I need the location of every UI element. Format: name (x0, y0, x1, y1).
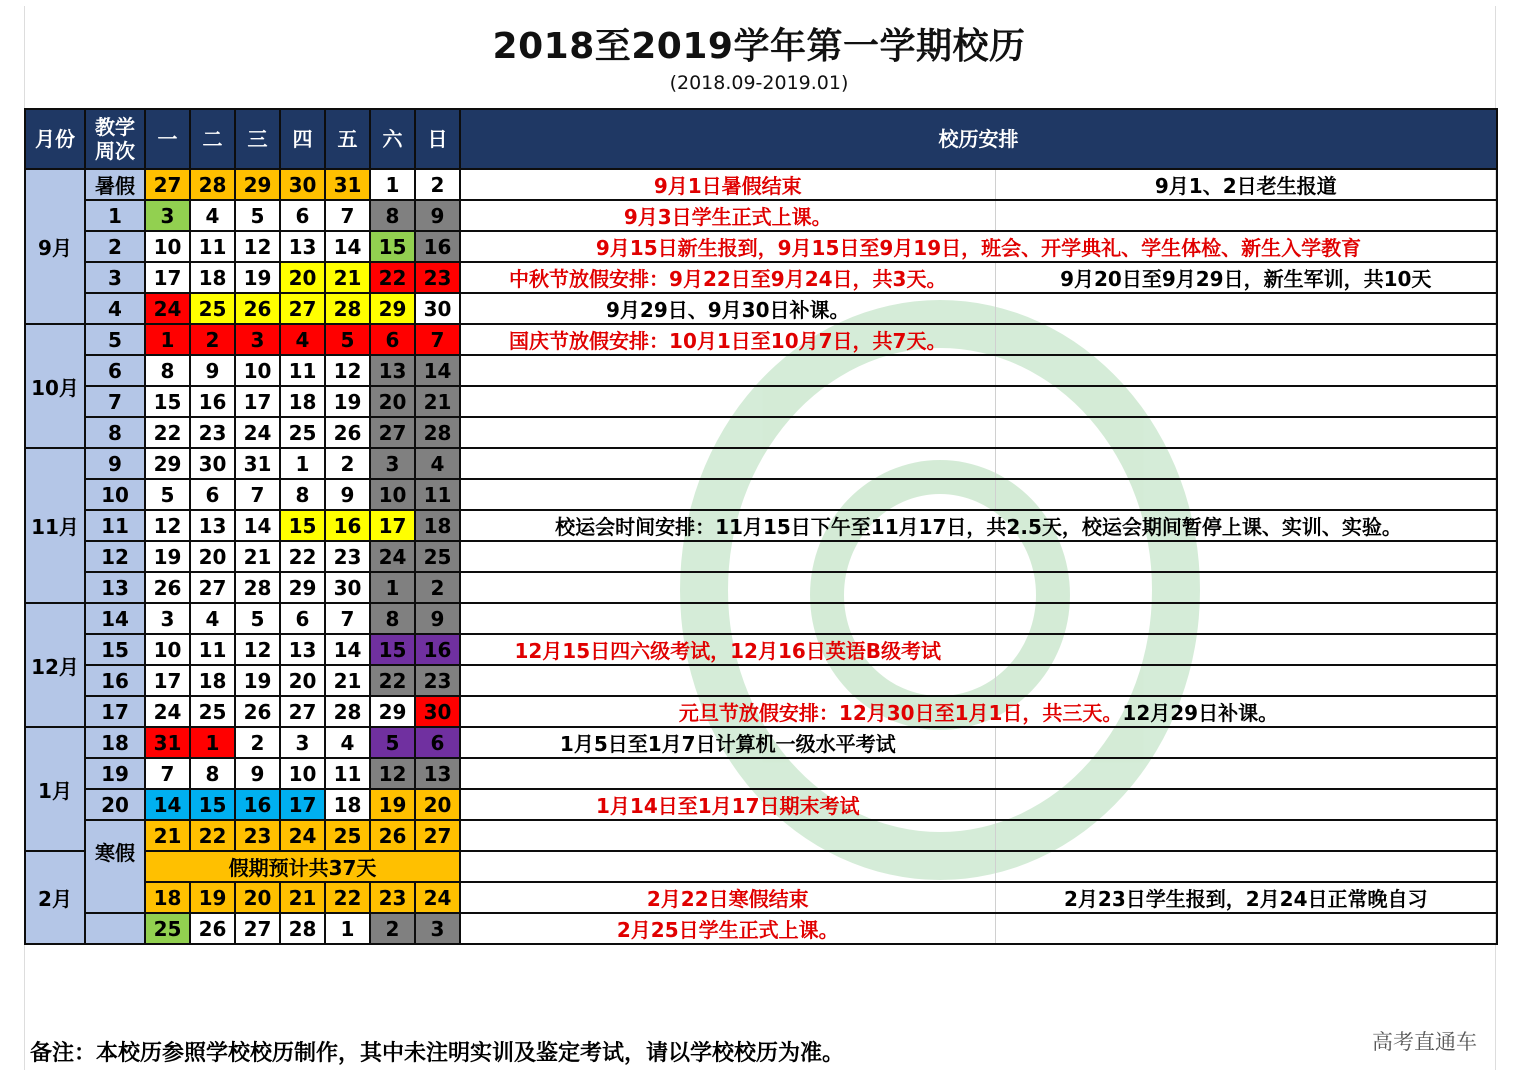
header-week-line2: 周次 (95, 139, 135, 163)
day-cell-sat: 27 (370, 417, 415, 448)
schedule-note-secondary (995, 634, 1497, 665)
day-cell-sat: 13 (370, 355, 415, 386)
calendar-row (25, 231, 1497, 262)
day-cell-sun: 21 (415, 386, 460, 417)
day-cell-mon: 25 (145, 913, 190, 944)
day-cell-tue: 8 (190, 758, 235, 789)
day-cell-sat: 12 (370, 758, 415, 789)
day-cell-thu: 8 (280, 479, 325, 510)
day-cell-mon: 21 (145, 820, 190, 851)
day-cell-sat: 5 (370, 727, 415, 758)
schedule-note: 2月25日学生正式上课。 (460, 913, 995, 944)
day-cell-sat: 19 (370, 789, 415, 820)
day-cell-thu: 17 (280, 789, 325, 820)
day-cell-mon: 22 (145, 417, 190, 448)
day-cell-mon: 3 (145, 200, 190, 231)
day-cell-mon: 5 (145, 479, 190, 510)
week-number-cell: 2 (85, 231, 145, 262)
page-subtitle: (2018.09-2019.01) (669, 72, 849, 94)
schedule-note-secondary (995, 913, 1497, 944)
calendar-row (25, 758, 1497, 789)
day-cell-tue: 11 (190, 231, 235, 262)
day-cell-thu: 18 (280, 386, 325, 417)
schedule-note (460, 820, 995, 851)
schedule-note (460, 603, 995, 634)
month-cell: 9月 (25, 169, 85, 324)
day-cell-tue: 28 (190, 169, 235, 200)
week-number-cell: 1 (85, 200, 145, 231)
day-cell-wed: 21 (235, 541, 280, 572)
day-cell-wed: 19 (235, 665, 280, 696)
week-number-cell: 14 (85, 603, 145, 634)
day-cell-fri: 11 (325, 758, 370, 789)
day-cell-sun: 2 (415, 169, 460, 200)
day-cell-fri: 12 (325, 355, 370, 386)
header-day-mon: 一 (145, 109, 190, 169)
schedule-note-secondary (995, 851, 1497, 882)
header-day-tue: 二 (190, 109, 235, 169)
day-cell-thu: 25 (280, 417, 325, 448)
day-cell-thu: 30 (280, 169, 325, 200)
calendar-row (25, 851, 1497, 882)
calendar-row (25, 603, 1497, 634)
day-cell-mon: 12 (145, 510, 190, 541)
day-cell-sat: 1 (370, 572, 415, 603)
week-number-cell: 4 (85, 293, 145, 324)
day-cell-wed: 24 (235, 417, 280, 448)
header-week (85, 109, 145, 169)
header-schedule: 校历安排 (460, 109, 1497, 169)
day-cell-mon: 17 (145, 262, 190, 293)
schedule-note (460, 479, 995, 510)
schedule-note: 1月14日至1月17日期末考试 (460, 789, 995, 820)
day-cell-sun: 30 (415, 293, 460, 324)
day-cell-tue: 20 (190, 541, 235, 572)
day-cell-mon: 26 (145, 572, 190, 603)
day-cell-wed: 9 (235, 758, 280, 789)
calendar-row (25, 727, 1497, 758)
schedule-note-secondary (995, 417, 1497, 448)
calendar-row (25, 417, 1497, 448)
day-cell-thu: 28 (280, 913, 325, 944)
day-cell-fri: 5 (325, 324, 370, 355)
header-day-wed: 三 (235, 109, 280, 169)
day-cell-tue: 13 (190, 510, 235, 541)
day-cell-wed: 12 (235, 634, 280, 665)
day-cell-sun: 27 (415, 820, 460, 851)
day-cell-thu: 22 (280, 541, 325, 572)
day-cell-sat: 29 (370, 696, 415, 727)
day-cell-mon: 10 (145, 231, 190, 262)
header-month: 月份 (25, 109, 85, 169)
calendar-row (25, 572, 1497, 603)
day-cell-fri: 23 (325, 541, 370, 572)
day-cell-sun: 28 (415, 417, 460, 448)
schedule-note-secondary (995, 727, 1497, 758)
week-number-cell: 19 (85, 758, 145, 789)
schedule-note: 1月5日至1月7日计算机一级水平考试 (460, 727, 995, 758)
schedule-note-secondary (995, 541, 1497, 572)
schedule-note-secondary (995, 572, 1497, 603)
day-cell-sat: 24 (370, 541, 415, 572)
day-cell-sun: 11 (415, 479, 460, 510)
day-cell-tue: 18 (190, 262, 235, 293)
day-cell-tue: 25 (190, 293, 235, 324)
week-number-cell: 15 (85, 634, 145, 665)
header-day-sun: 日 (415, 109, 460, 169)
schedule-note-text: 元旦节放假安排：12月30日至1月1日，共三天。 (678, 701, 1123, 725)
calendar-row (25, 696, 1497, 727)
day-cell-thu: 27 (280, 293, 325, 324)
day-cell-sun: 16 (415, 634, 460, 665)
calendar-row (25, 882, 1497, 913)
calendar-row (25, 820, 1497, 851)
schedule-note-secondary (995, 479, 1497, 510)
schedule-note (460, 386, 995, 417)
header-week-line1: 教学 (95, 115, 135, 139)
day-cell-sun: 23 (415, 665, 460, 696)
day-cell-sun: 6 (415, 727, 460, 758)
day-cell-tue: 19 (190, 882, 235, 913)
schedule-note (460, 448, 995, 479)
page-title: 2018至2019学年第一学期校历 (492, 26, 1026, 67)
day-cell-fri: 21 (325, 665, 370, 696)
day-cell-fri: 1 (325, 913, 370, 944)
calendar-row (25, 634, 1497, 665)
day-cell-sat: 6 (370, 324, 415, 355)
day-cell-tue: 1 (190, 727, 235, 758)
schedule-note: 2月22日寒假结束 (460, 882, 995, 913)
day-cell-wed: 17 (235, 386, 280, 417)
schedule-note (460, 355, 995, 386)
day-cell-wed: 31 (235, 448, 280, 479)
day-cell-wed: 19 (235, 262, 280, 293)
day-cell-sun: 3 (415, 913, 460, 944)
day-cell-tue: 25 (190, 696, 235, 727)
winter-vacation-label: 寒假 (85, 820, 145, 913)
day-cell-fri: 14 (325, 231, 370, 262)
day-cell-fri: 7 (325, 603, 370, 634)
week-number-cell: 3 (85, 262, 145, 293)
day-cell-tue: 6 (190, 479, 235, 510)
schedule-note-secondary (995, 355, 1497, 386)
day-cell-wed: 26 (235, 293, 280, 324)
day-cell-wed: 5 (235, 200, 280, 231)
day-cell-fri: 22 (325, 882, 370, 913)
schedule-note-secondary (995, 293, 1497, 324)
header-day-fri: 五 (325, 109, 370, 169)
day-cell-wed: 27 (235, 913, 280, 944)
day-cell-sun: 14 (415, 355, 460, 386)
day-cell-sun: 13 (415, 758, 460, 789)
day-cell-mon: 24 (145, 293, 190, 324)
week-number-cell (85, 913, 145, 944)
week-number-cell: 5 (85, 324, 145, 355)
day-cell-mon: 18 (145, 882, 190, 913)
day-cell-wed: 3 (235, 324, 280, 355)
schedule-note: 9月1日暑假结束 (460, 169, 995, 200)
day-cell-sat: 22 (370, 665, 415, 696)
schedule-note (460, 231, 1497, 262)
day-cell-thu: 24 (280, 820, 325, 851)
schedule-note-secondary (995, 386, 1497, 417)
day-cell-fri: 26 (325, 417, 370, 448)
calendar-row (25, 789, 1497, 820)
day-cell-fri: 18 (325, 789, 370, 820)
day-cell-mon: 3 (145, 603, 190, 634)
day-cell-sat: 26 (370, 820, 415, 851)
day-cell-wed: 20 (235, 882, 280, 913)
schedule-note: 9月29日、9月30日补课。 (460, 293, 995, 324)
day-cell-tue: 30 (190, 448, 235, 479)
schedule-note: 国庆节放假安排：10月1日至10月7日，共7天。 (460, 324, 995, 355)
day-cell-sun: 7 (415, 324, 460, 355)
header-day-sat: 六 (370, 109, 415, 169)
week-number-cell: 暑假 (85, 169, 145, 200)
day-cell-fri: 28 (325, 293, 370, 324)
day-cell-mon: 14 (145, 789, 190, 820)
day-cell-sun: 9 (415, 603, 460, 634)
day-cell-tue: 9 (190, 355, 235, 386)
day-cell-wed: 28 (235, 572, 280, 603)
schedule-note (460, 541, 995, 572)
day-cell-thu: 13 (280, 231, 325, 262)
day-cell-mon: 10 (145, 634, 190, 665)
day-cell-sat: 29 (370, 293, 415, 324)
week-number-cell: 11 (85, 510, 145, 541)
schedule-note-secondary (995, 603, 1497, 634)
day-cell-mon: 29 (145, 448, 190, 479)
schedule-note-secondary (995, 820, 1497, 851)
schedule-note: 中秋节放假安排：9月22日至9月24日，共3天。 (460, 262, 995, 293)
calendar-row (25, 479, 1497, 510)
calendar-row (25, 448, 1497, 479)
month-cell: 11月 (25, 448, 85, 603)
schedule-note-secondary (995, 324, 1497, 355)
day-cell-sat: 3 (370, 448, 415, 479)
day-cell-wed: 16 (235, 789, 280, 820)
day-cell-sat: 8 (370, 200, 415, 231)
day-cell-thu: 6 (280, 200, 325, 231)
day-cell-sat: 20 (370, 386, 415, 417)
calendar-table (24, 108, 1498, 945)
week-number-cell: 8 (85, 417, 145, 448)
week-number-cell: 6 (85, 355, 145, 386)
week-number-cell: 16 (85, 665, 145, 696)
day-cell-mon: 24 (145, 696, 190, 727)
day-cell-thu: 13 (280, 634, 325, 665)
schedule-note (460, 696, 1497, 727)
day-cell-sat: 8 (370, 603, 415, 634)
day-cell-mon: 17 (145, 665, 190, 696)
day-cell-sun: 30 (415, 696, 460, 727)
calendar-row (25, 541, 1497, 572)
day-cell-thu: 20 (280, 665, 325, 696)
day-cell-thu: 10 (280, 758, 325, 789)
calendar-row (25, 262, 1497, 293)
day-cell-mon: 31 (145, 727, 190, 758)
calendar-row (25, 386, 1497, 417)
schedule-note-secondary (995, 200, 1497, 231)
month-cell: 12月 (25, 603, 85, 727)
day-cell-fri: 9 (325, 479, 370, 510)
schedule-note-text: 9月15日新生报到，9月15日至9月19日，班会、开学典礼、学生体检、新生入学教育 (595, 236, 1362, 260)
brand-watermark: 高考直通车 (1372, 1030, 1477, 1054)
day-cell-mon: 1 (145, 324, 190, 355)
day-cell-tue: 18 (190, 665, 235, 696)
day-cell-fri: 31 (325, 169, 370, 200)
week-number-cell: 13 (85, 572, 145, 603)
day-cell-tue: 27 (190, 572, 235, 603)
day-cell-sun: 18 (415, 510, 460, 541)
header-day-thu: 四 (280, 109, 325, 169)
day-cell-fri: 30 (325, 572, 370, 603)
day-cell-mon: 7 (145, 758, 190, 789)
day-cell-thu: 29 (280, 572, 325, 603)
calendar-row (25, 169, 1497, 200)
calendar-header-row (25, 109, 1497, 169)
day-cell-sat: 23 (370, 882, 415, 913)
day-cell-sun: 16 (415, 231, 460, 262)
day-cell-thu: 6 (280, 603, 325, 634)
day-cell-sun: 24 (415, 882, 460, 913)
calendar-row (25, 510, 1497, 541)
schedule-note: 9月3日学生正式上课。 (460, 200, 995, 231)
day-cell-sun: 20 (415, 789, 460, 820)
day-cell-thu: 15 (280, 510, 325, 541)
calendar-row (25, 355, 1497, 386)
day-cell-fri: 4 (325, 727, 370, 758)
calendar-row (25, 913, 1497, 944)
schedule-note-secondary (995, 448, 1497, 479)
calendar-row (25, 324, 1497, 355)
schedule-note-secondary (995, 758, 1497, 789)
schedule-note (460, 510, 1497, 541)
day-cell-fri: 14 (325, 634, 370, 665)
day-cell-sat: 1 (370, 169, 415, 200)
day-cell-tue: 4 (190, 200, 235, 231)
schedule-note-text: 校运会时间安排：11月15日下午至11月17日，共2.5天，校运会期间暂停上课、实训、实验。 (555, 515, 1402, 539)
day-cell-sun: 23 (415, 262, 460, 293)
day-cell-wed: 2 (235, 727, 280, 758)
day-cell-thu: 1 (280, 448, 325, 479)
day-cell-sat: 10 (370, 479, 415, 510)
day-cell-sun: 4 (415, 448, 460, 479)
schedule-note: 12月15日四六级考试，12月16日英语B级考试 (460, 634, 995, 665)
week-number-cell: 9 (85, 448, 145, 479)
footnote: 备注：本校历参照学校校历制作，其中未注明实训及鉴定考试，请以学校校历为准。 (30, 1041, 845, 1066)
day-cell-fri: 2 (325, 448, 370, 479)
day-cell-thu: 4 (280, 324, 325, 355)
day-cell-sat: 22 (370, 262, 415, 293)
day-cell-fri: 19 (325, 386, 370, 417)
calendar-row (25, 293, 1497, 324)
day-cell-tue: 16 (190, 386, 235, 417)
day-cell-fri: 28 (325, 696, 370, 727)
month-cell: 10月 (25, 324, 85, 448)
day-cell-sat: 17 (370, 510, 415, 541)
day-cell-fri: 21 (325, 262, 370, 293)
day-cell-sun: 2 (415, 572, 460, 603)
vacation-duration-bar: 假期预计共37天 (145, 851, 460, 882)
schedule-note (460, 665, 995, 696)
day-cell-sun: 9 (415, 200, 460, 231)
day-cell-tue: 15 (190, 789, 235, 820)
day-cell-sun: 25 (415, 541, 460, 572)
week-number-cell: 12 (85, 541, 145, 572)
calendar-row (25, 665, 1497, 696)
day-cell-thu: 27 (280, 696, 325, 727)
day-cell-tue: 2 (190, 324, 235, 355)
day-cell-thu: 21 (280, 882, 325, 913)
day-cell-tue: 23 (190, 417, 235, 448)
day-cell-tue: 11 (190, 634, 235, 665)
day-cell-mon: 15 (145, 386, 190, 417)
schedule-note-secondary: 9月1、2日老生报道 (995, 169, 1497, 200)
day-cell-sat: 15 (370, 634, 415, 665)
day-cell-mon: 27 (145, 169, 190, 200)
day-cell-mon: 8 (145, 355, 190, 386)
schedule-note-secondary: 9月20日至9月29日，新生军训，共10天 (995, 262, 1497, 293)
day-cell-wed: 5 (235, 603, 280, 634)
day-cell-fri: 7 (325, 200, 370, 231)
schedule-note-extra: 12月29日补课。 (1122, 701, 1279, 725)
day-cell-mon: 19 (145, 541, 190, 572)
schedule-note (460, 572, 995, 603)
schedule-note-secondary (995, 789, 1497, 820)
schedule-note-secondary (995, 665, 1497, 696)
day-cell-thu: 20 (280, 262, 325, 293)
schedule-note (460, 758, 995, 789)
day-cell-sat: 15 (370, 231, 415, 262)
day-cell-thu: 3 (280, 727, 325, 758)
week-number-cell: 17 (85, 696, 145, 727)
schedule-note-secondary: 2月23日学生报到，2月24日正常晚自习 (995, 882, 1497, 913)
week-number-cell: 20 (85, 789, 145, 820)
day-cell-wed: 26 (235, 696, 280, 727)
schedule-note (460, 851, 995, 882)
day-cell-fri: 16 (325, 510, 370, 541)
day-cell-tue: 26 (190, 913, 235, 944)
day-cell-tue: 22 (190, 820, 235, 851)
month-cell: 2月 (25, 851, 85, 944)
day-cell-tue: 4 (190, 603, 235, 634)
week-number-cell: 7 (85, 386, 145, 417)
day-cell-wed: 23 (235, 820, 280, 851)
day-cell-wed: 14 (235, 510, 280, 541)
day-cell-sat: 2 (370, 913, 415, 944)
week-number-cell: 18 (85, 727, 145, 758)
day-cell-thu: 11 (280, 355, 325, 386)
week-number-cell: 10 (85, 479, 145, 510)
day-cell-wed: 10 (235, 355, 280, 386)
day-cell-wed: 7 (235, 479, 280, 510)
calendar-row (25, 200, 1497, 231)
day-cell-wed: 29 (235, 169, 280, 200)
schedule-note (460, 417, 995, 448)
month-cell: 1月 (25, 727, 85, 851)
day-cell-fri: 25 (325, 820, 370, 851)
day-cell-wed: 12 (235, 231, 280, 262)
